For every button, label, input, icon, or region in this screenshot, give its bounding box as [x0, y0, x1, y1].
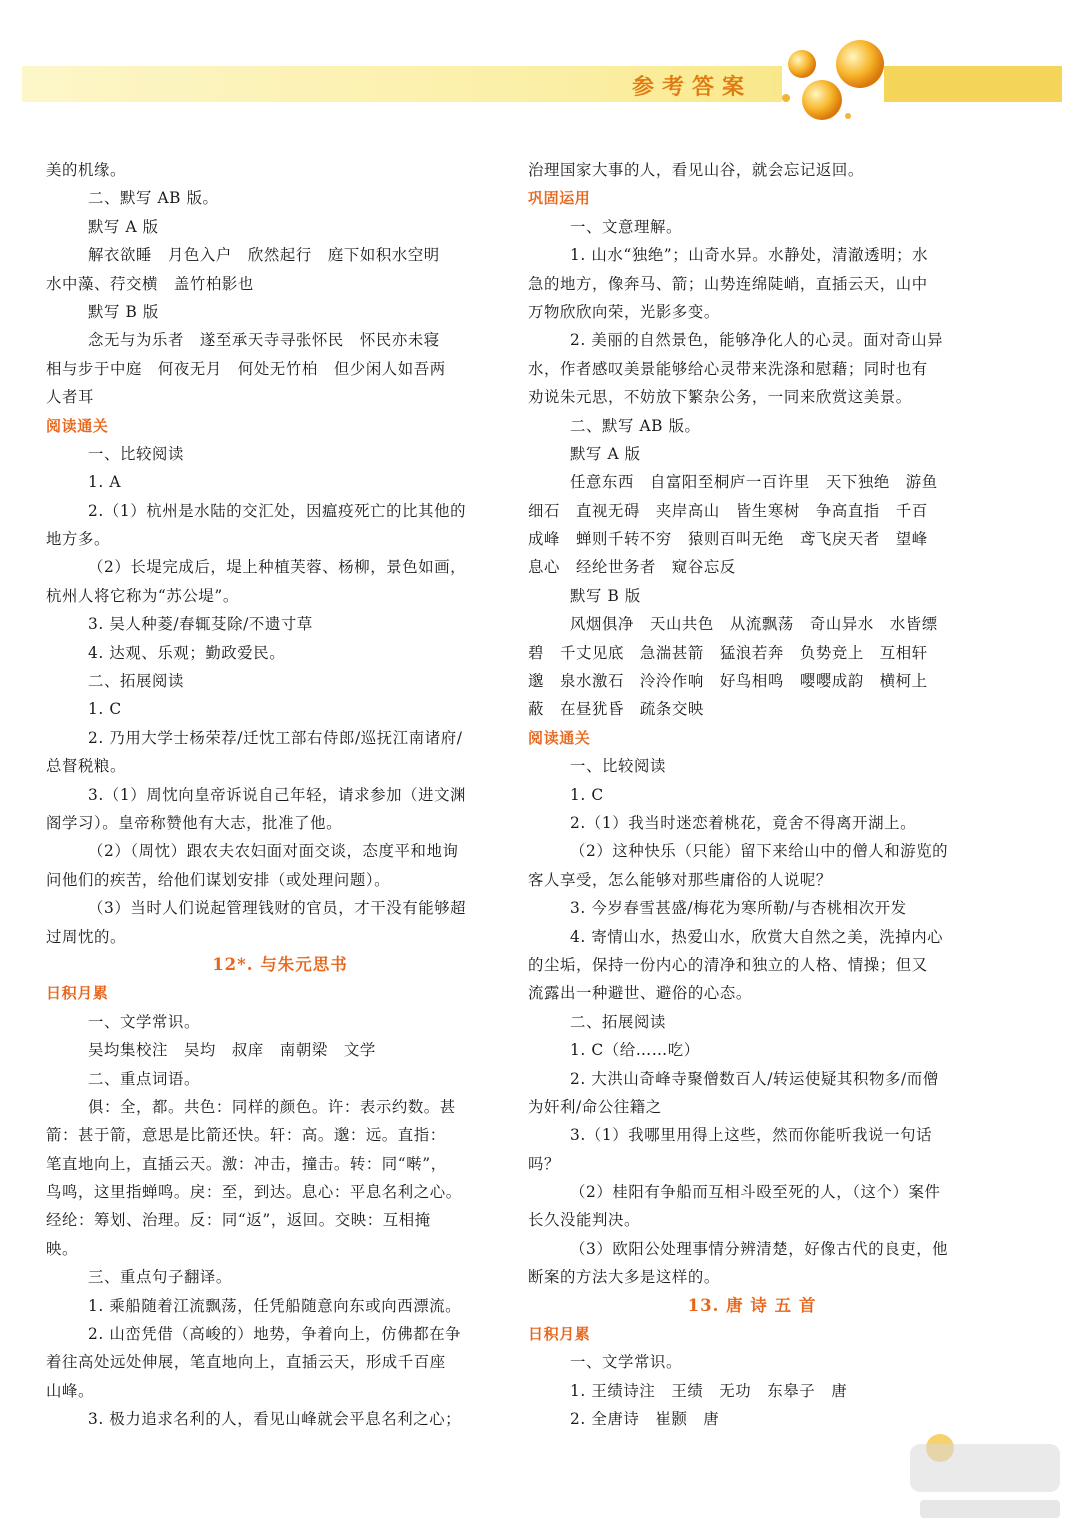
text-line: 念无与为乐者 遂至承天寺寻张怀民 怀民亦未寝 — [88, 331, 440, 350]
text-line: 一、文学常识。 — [88, 1012, 200, 1031]
text-line: 地方多。 — [46, 530, 110, 549]
text-line: （2）这种快乐（只能）留下来给山中的僧人和游览的 — [570, 842, 949, 861]
text-line: 1. C — [88, 700, 122, 719]
chapter-title: 12*. 与朱元思书 — [212, 954, 348, 974]
section-heading: 日积月累 — [528, 1325, 591, 1344]
text-line: 成峰 蝉则千转不穷 猿则百叫无绝 鸢飞戾天者 望峰 — [528, 530, 928, 549]
text-line: 3.（1）我哪里用得上这些，然而你能听我说一句话 — [570, 1126, 933, 1145]
text-line: 2. 乃用大学士杨荣荐/迁忱工部右侍郎/巡抚江南诸府/ — [88, 728, 463, 747]
text-line: 山峰。 — [46, 1381, 94, 1400]
text-line: 断案的方法大多是这样的。 — [528, 1268, 720, 1287]
section-heading: 阅读通关 — [528, 728, 591, 747]
orange-balls-logo-icon — [780, 38, 890, 128]
page-header-title: 参考答案 — [632, 74, 753, 100]
text-line: 客人享受，怎么能够对那些庸俗的人说呢？ — [528, 870, 832, 889]
text-line: 1. C（给……吃） — [570, 1041, 700, 1060]
section-heading: 巩固运用 — [528, 189, 591, 208]
text-line: 1. 乘船随着江流飘荡，任凭船随意向东或向西漂流。 — [88, 1296, 462, 1315]
text-line: 二、默写 AB 版。 — [570, 416, 701, 435]
chapter-title: 13. 唐 诗 五 首 — [687, 1295, 817, 1315]
text-line: 二、拓展阅读 — [88, 672, 184, 691]
text-line: 3. 吴人种菱/春辄芟除/不遗寸草 — [88, 615, 313, 634]
text-line: （2）（周忱）跟农夫农妇面对面交谈，态度平和地询 — [88, 842, 459, 861]
text-line: 3. 极力追求名利的人，看见山峰就会平息名利之心； — [88, 1410, 462, 1429]
text-line: 过周忱的。 — [46, 927, 126, 946]
text-line: 邈 泉水激石 泠泠作响 好鸟相鸣 嘤嘤成韵 横柯上 — [528, 672, 928, 691]
left-column — [46, 156, 514, 1434]
text-line: 吗？ — [528, 1154, 560, 1173]
text-line: 经纶：筹划、治理。反：同“返”，返回。交映：互相掩 — [46, 1211, 431, 1230]
text-line: 水，作者感叹美景能够给心灵带来洗涤和慰藉；同时也有 — [528, 359, 928, 378]
text-line: 问他们的疾苦，给他们谋划安排（或处理问题）。 — [46, 870, 391, 889]
text-line: （2）桂阳有争船而互相斗殴至死的人，（这个）案件 — [570, 1183, 941, 1202]
text-line: 默写 A 版 — [88, 217, 159, 236]
text-line: 俱：全，都。共色：同样的颜色。许：表示约数。甚 — [88, 1097, 456, 1116]
text-line: 2. 美丽的自然景色，能够净化人的心灵。面对奇山异 — [570, 331, 944, 350]
text-line: 4. 寄情山水，热爱山水，欣赏大自然之美，洗掉内心 — [570, 927, 944, 946]
text-line: 任意东西 自富阳至桐庐一百许里 天下独绝 游鱼 — [570, 473, 938, 492]
text-line: 人者耳 — [46, 388, 94, 407]
text-line: （3）当时人们说起管理钱财的官员，才干没有能够超 — [88, 899, 467, 918]
text-line: 二、默写 AB 版。 — [88, 189, 219, 208]
text-line: （2）长堤完成后，堤上种植芙蓉、杨柳，景色如画， — [88, 558, 467, 577]
text-line: 总督税粮。 — [46, 757, 126, 776]
text-line: 鸟鸣，这里指蝉鸣。戾：至，到达。息心：平息名利之心。 — [46, 1183, 462, 1202]
text-line: 三、重点句子翻译。 — [88, 1268, 232, 1287]
text-line: 2. 大洪山奇峰寺聚僧数百人/转运使疑其积物多/而僧 — [570, 1069, 939, 1088]
text-line: 相与步于中庭 何夜无月 何处无竹柏 但少闲人如吾两 — [46, 359, 446, 378]
text-line: 3.（1）周忱向皇帝诉说自己年轻，请求参加（进文渊 — [88, 785, 467, 804]
text-line: 二、重点词语。 — [88, 1069, 200, 1088]
text-line: 风烟俱净 天山共色 从流飘荡 奇山异水 水皆缥 — [570, 615, 938, 634]
text-line: 1. C — [570, 785, 604, 804]
text-line: 碧 千丈见底 急湍甚箭 猛浪若奔 负势竞上 互相轩 — [528, 643, 928, 662]
watermark-logo-icon — [900, 1418, 1070, 1528]
text-line: 杭州人将它称为“苏公堤”。 — [46, 586, 239, 605]
section-heading: 日积月累 — [46, 984, 109, 1003]
text-line: 息心 经纶世务者 窥谷忘反 — [528, 558, 736, 577]
text-line: 劝说朱元思，不妨放下繁杂公务，一同来欣赏这美景。 — [528, 388, 912, 407]
text-line: 水中藻、荇交横 盖竹柏影也 — [46, 274, 254, 293]
text-line: 默写 A 版 — [570, 444, 641, 463]
text-line: 一、文意理解。 — [570, 217, 682, 236]
text-line: 2.（1）我当时迷恋着桃花，竟舍不得离开湖上。 — [570, 813, 917, 832]
text-line: 笔直地向上，直插云天。激：冲击，撞击。转：同“啭”， — [46, 1154, 447, 1173]
text-line: 1. 王绩诗注 王绩 无功 东皋子 唐 — [570, 1381, 848, 1400]
text-line: 一、文学常识。 — [570, 1353, 682, 1372]
text-line: 默写 B 版 — [570, 586, 641, 605]
text-line: 吴均集校注 吴均 叔庠 南朝梁 文学 — [88, 1041, 376, 1060]
text-line: 治理国家大事的人，看见山谷，就会忘记返回。 — [528, 161, 864, 179]
text-line: 蔽 在昼犹昏 疏条交映 — [528, 700, 704, 719]
text-line: 着往高处远处伸展，笔直地向上，直插云天，形成千百座 — [46, 1353, 446, 1372]
text-line: 2.（1）杭州是水陆的交汇处，因瘟疫死亡的比其他的 — [88, 501, 467, 520]
text-line: （3）欧阳公处理事情分辨清楚，好像古代的良吏，他 — [570, 1239, 949, 1258]
text-line: 阁学习）。皇帝称赞他有大志，批准了他。 — [46, 813, 343, 832]
text-line: 一、比较阅读 — [570, 757, 666, 776]
text-line: 美的机缘。 — [46, 161, 126, 179]
text-line: 映。 — [46, 1239, 78, 1258]
text-line: 2. 全唐诗 崔颢 唐 — [570, 1410, 720, 1429]
text-line: 为奸利/命公往籍之 — [528, 1097, 662, 1116]
text-line: 4. 达观、乐观；勤政爱民。 — [88, 643, 286, 662]
text-line: 3. 今岁春雪甚盛/梅花为寒所勒/与杏桃相次开发 — [570, 899, 907, 918]
section-heading: 阅读通关 — [46, 416, 109, 435]
text-line: 万物欣欣向荣，光影多变。 — [528, 302, 720, 321]
text-line: 1. A — [88, 473, 122, 492]
text-line: 箭：甚于箭，意思是比箭还快。轩：高。邈：远。直指： — [46, 1126, 446, 1145]
header-band-right — [884, 66, 1062, 102]
text-line: 1. 山水“独绝”；山奇水异。水静处，清澈透明；水 — [570, 246, 929, 265]
text-line: 2. 山峦凭借（高峻的）地势，争着向上，仿佛都在争 — [88, 1325, 462, 1344]
text-line: 急的地方，像奔马、箭；山势连绵陡峭，直插云天，山中 — [528, 274, 928, 293]
text-line: 长久没能判决。 — [528, 1211, 640, 1230]
text-line: 细石 直视无碍 夹岸高山 皆生寒树 争高直指 千百 — [528, 501, 928, 520]
text-line: 解衣欲睡 月色入户 欣然起行 庭下如积水空明 — [88, 246, 440, 265]
text-line: 的尘垢，保持一份内心的清净和独立的人格、情操；但又 — [528, 955, 928, 974]
text-line: 默写 B 版 — [88, 302, 159, 321]
text-line: 二、拓展阅读 — [570, 1012, 666, 1031]
text-line: 一、比较阅读 — [88, 444, 184, 463]
text-line: 流露出一种避世、避俗的心态。 — [528, 984, 752, 1003]
right-column — [528, 156, 976, 1434]
